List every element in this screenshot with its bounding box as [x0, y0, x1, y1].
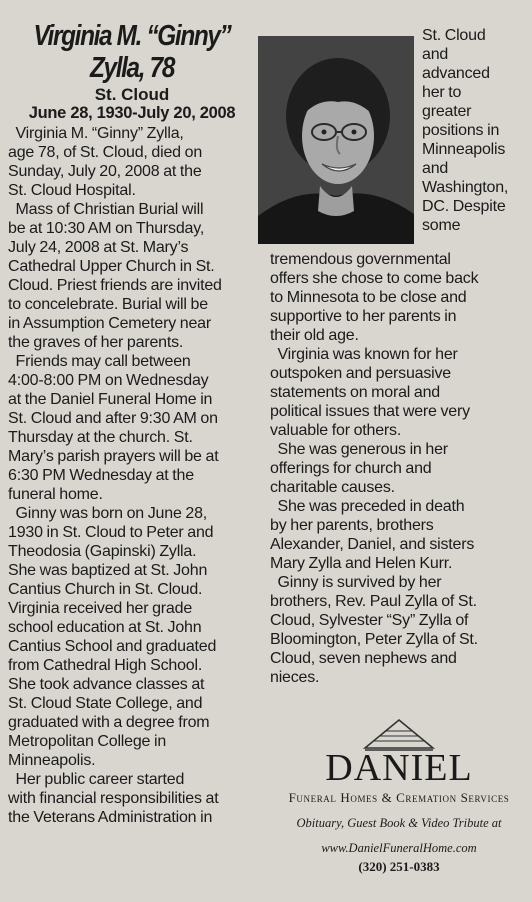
city-subtitle: St. Cloud [94, 85, 170, 104]
funeral-home-advertisement [270, 718, 528, 878]
portrait-photo [258, 36, 414, 244]
services-line-1: Obituary, Guest Book & Video Tribute at [296, 816, 502, 830]
life-dates: June 28, 1930-July 20, 2008 [28, 104, 236, 122]
name-line-2: Zylla, 78 [89, 52, 175, 84]
name-line-1: Virginia M. “Ginny” [33, 20, 231, 52]
funeral-home-tagline: Funeral Homes & Cremation Services [288, 790, 510, 805]
website-url: www.DanielFuneralHome.com [321, 841, 477, 855]
funeral-home-brand: DANIEL [325, 747, 473, 789]
obituary-text-right-column: tremendous governmental offers she chose to come back to Minnesota to be close and supportive to her parents in their old age. Virginia was known for her outspoken and persuasive statements on moral and political issues that were very valuable for others. She was generous in her offerings for church and charitable causes. She was preceded in death by her parents, brothers Alexander, Daniel, and sisters Mary Zylla and Helen Kurr. Ginny is survived by her brothers, Rev. Paul Zylla of St. Cloud, Sylvester “Sy” Zylla of Bloomington, Peter Zylla of St. Cloud, seven nephews and nieces. [270, 251, 479, 686]
obituary-text-left-column: Virginia M. “Ginny” Zylla, age 78, of St. Cloud, died on Sunday, July 20, 2008 at the St. Cloud Hospital. Mass of Christian Burial will be at 10:30 AM on Thursday, July 24, 2008 at St. Mary’s Cathedral Upper Church in St. Cloud. Priest friends are invited to concelebrate. Burial will be in Assumption Cemetery near the graves of her parents. Friends may call between 4:00-8:00 PM on Wednesday at the Daniel Funeral Home in St. Cloud and after 9:30 AM on Thursday at the church. St. Mary’s parish prayers will be at 6:30 PM Wednesday at the funeral home. Ginny was born on June 28, 1930 in St. Cloud to Peter and Theodosia (Gapinski) Zylla. She was baptized at St. John Cantius Church in St. Cloud. Virginia received her grade school education at St. John Cantius School and graduated from Cathedral High School. She took advance classes at St. Cloud State College, and graduated with a degree from Metropolitan College in Minneapolis. Her public career started with financial responsibilities at the Veterans Administration in [8, 125, 222, 826]
obituary-headline [6, 20, 258, 84]
phone-number: (320) 251-0383 [358, 859, 440, 874]
obituary-text-right-wrap: St. Cloud and advanced her to greater positions in Minneapolis and Washington, DC. Despite some [422, 27, 509, 234]
